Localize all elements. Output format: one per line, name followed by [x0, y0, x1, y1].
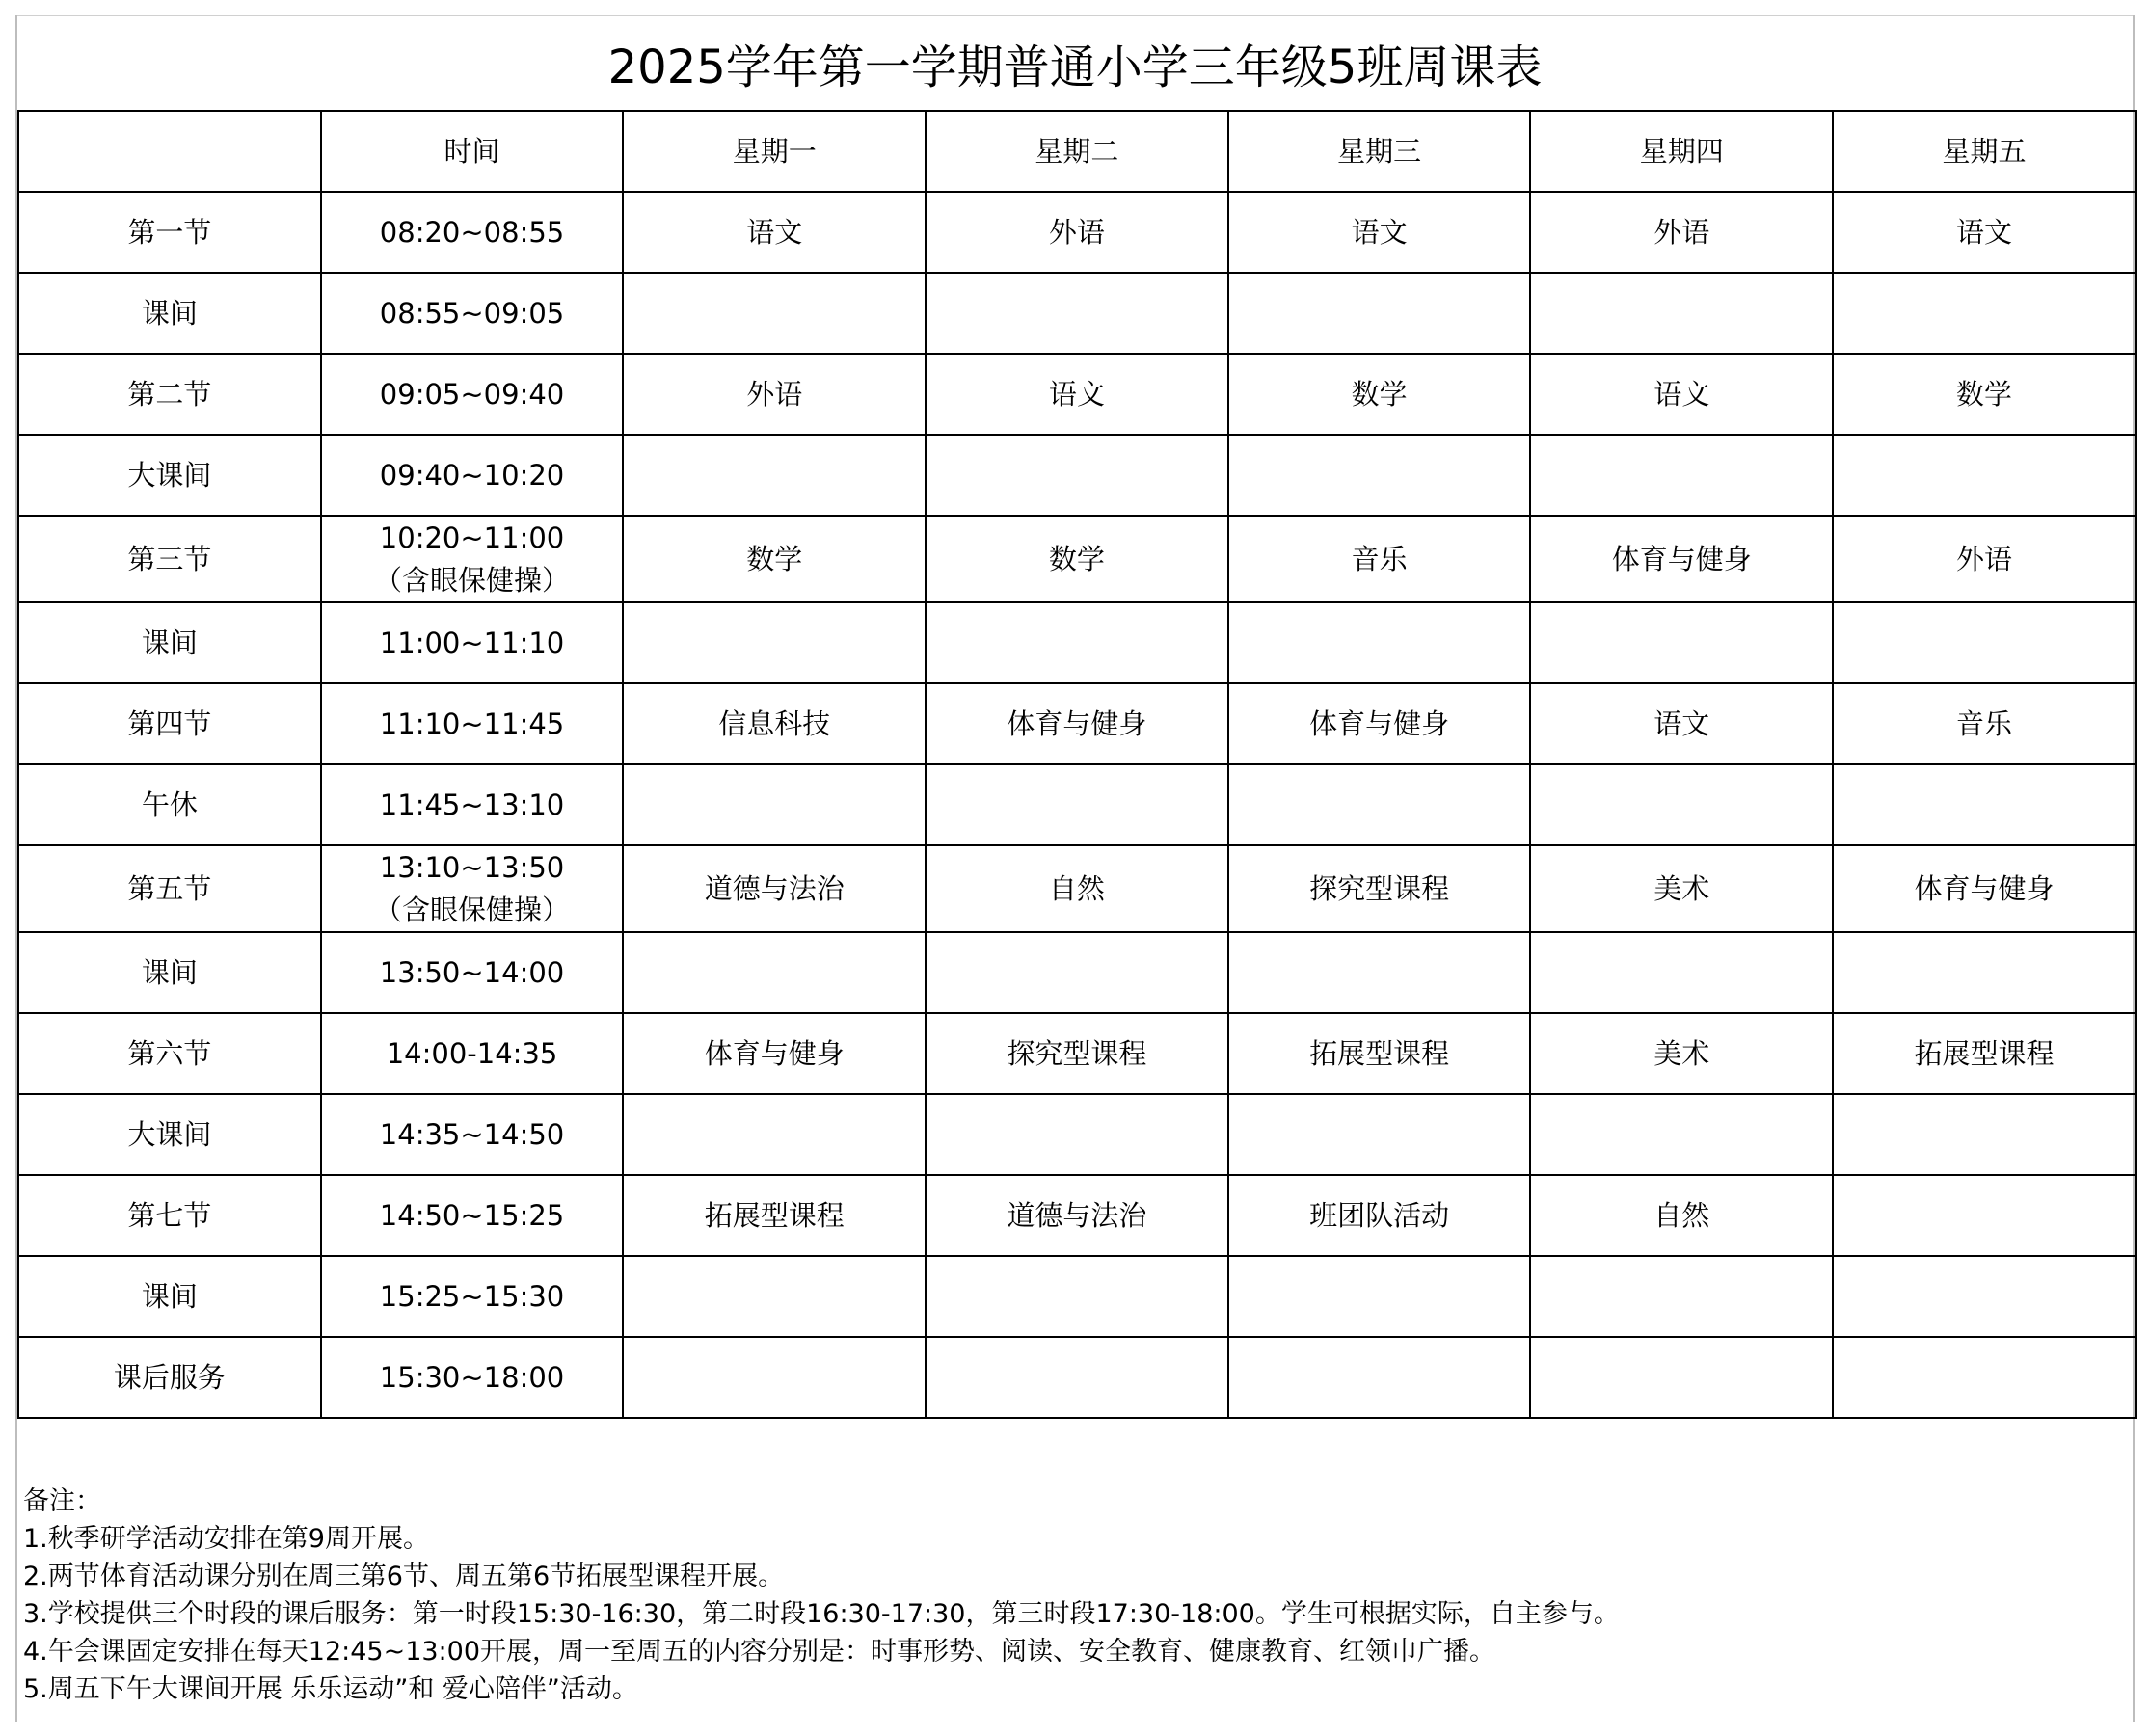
header-blank-cell: [18, 111, 321, 192]
class-cell: [1833, 932, 2136, 1013]
schedule-row: [18, 932, 2136, 1013]
time-range: 14:50~15:25: [379, 1199, 565, 1232]
time-range: 15:25~15:30: [379, 1280, 565, 1313]
time-note: （含眼保健操）: [374, 894, 571, 926]
class-cell: [623, 273, 926, 354]
class-cell: 外语: [1530, 192, 1833, 273]
period-cell: 午休: [18, 764, 321, 845]
class-cell: [1530, 1094, 1833, 1175]
timetable-sheet: [15, 15, 2135, 1722]
time-range: 14:00-14:35: [386, 1037, 558, 1070]
schedule-row: [18, 435, 2136, 516]
class-cell: 体育与健身: [1228, 683, 1531, 764]
period-cell: 课间: [18, 273, 321, 354]
class-cell: [623, 764, 926, 845]
notes-section: [23, 1482, 2125, 1708]
class-cell: [926, 602, 1228, 683]
class-cell: [1833, 273, 2136, 354]
schedule-row: [18, 1175, 2136, 1256]
time-cell: [321, 1337, 624, 1418]
class-cell: [1833, 1256, 2136, 1337]
class-cell: 道德与法治: [623, 845, 926, 932]
class-cell: 数学: [1833, 354, 2136, 435]
class-cell: 语文: [1530, 683, 1833, 764]
class-cell: [926, 273, 1228, 354]
time-cell: [321, 1256, 624, 1337]
schedule-row: [18, 764, 2136, 845]
class-cell: 语文: [1833, 192, 2136, 273]
schedule-row: [18, 354, 2136, 435]
period-cell: 大课间: [18, 1094, 321, 1175]
header-day-monday: 星期一: [623, 111, 926, 192]
class-cell: 拓展型课程: [1228, 1013, 1531, 1094]
period-cell: 课间: [18, 602, 321, 683]
class-cell: [926, 435, 1228, 516]
header-day-wednesday: 星期三: [1228, 111, 1531, 192]
class-cell: [1833, 1337, 2136, 1418]
header-day-tuesday: 星期二: [926, 111, 1228, 192]
class-cell: [926, 932, 1228, 1013]
time-cell: [321, 1094, 624, 1175]
schedule-row: [18, 273, 2136, 354]
class-cell: [1530, 602, 1833, 683]
time-range: 11:00~11:10: [379, 627, 565, 659]
class-cell: [623, 435, 926, 516]
time-cell: [321, 192, 624, 273]
class-cell: 信息科技: [623, 683, 926, 764]
class-cell: 美术: [1530, 1013, 1833, 1094]
time-range: 10:20~11:00: [379, 521, 565, 554]
class-cell: 外语: [623, 354, 926, 435]
class-cell: 语文: [1228, 192, 1531, 273]
period-cell: 第二节: [18, 354, 321, 435]
time-cell: [321, 683, 624, 764]
class-cell: [623, 932, 926, 1013]
class-cell: 语文: [926, 354, 1228, 435]
class-cell: [1833, 1175, 2136, 1256]
period-cell: 第七节: [18, 1175, 321, 1256]
note-item: 1.秋季研学活动安排在第9周开展。: [23, 1524, 429, 1554]
time-range: 11:45~13:10: [379, 788, 565, 821]
header-time-cell: 时间: [321, 111, 624, 192]
time-cell: [321, 602, 624, 683]
note-item: 5.周五下午大课间开展 乐乐运动”和 爱心陪伴”活动。: [23, 1674, 638, 1704]
time-cell: [321, 1175, 624, 1256]
time-range: 13:50~14:00: [379, 956, 565, 989]
time-range: 08:55~09:05: [379, 297, 565, 330]
class-cell: 拓展型课程: [623, 1175, 926, 1256]
class-cell: 外语: [926, 192, 1228, 273]
class-cell: 体育与健身: [623, 1013, 926, 1094]
schedule-row: [18, 192, 2136, 273]
class-cell: [1833, 435, 2136, 516]
class-cell: [623, 1337, 926, 1418]
class-cell: [623, 1094, 926, 1175]
time-range: 14:35~14:50: [379, 1118, 565, 1151]
time-cell: [321, 516, 624, 602]
note-item: 2.两节体育活动课分别在周三第6节、周五第6节拓展型课程开展。: [23, 1562, 785, 1591]
time-cell: [321, 354, 624, 435]
schedule-row: [18, 516, 2136, 602]
header-day-thursday: 星期四: [1530, 111, 1833, 192]
schedule-row: [18, 1337, 2136, 1418]
time-range: 13:10~13:50: [379, 851, 565, 884]
time-range: 11:10~11:45: [379, 708, 565, 740]
time-note: （含眼保健操）: [374, 564, 571, 597]
period-cell: 课后服务: [18, 1337, 321, 1418]
class-cell: 数学: [1228, 354, 1531, 435]
period-cell: 第四节: [18, 683, 321, 764]
class-cell: [1833, 764, 2136, 845]
class-cell: 数学: [926, 516, 1228, 602]
time-cell: [321, 845, 624, 932]
class-cell: [1530, 273, 1833, 354]
time-range: 09:05~09:40: [379, 378, 565, 411]
period-cell: 第六节: [18, 1013, 321, 1094]
class-cell: [1228, 602, 1531, 683]
class-cell: 班团队活动: [1228, 1175, 1531, 1256]
class-cell: [926, 1337, 1228, 1418]
schedule-row: [18, 602, 2136, 683]
time-range: 08:20~08:55: [379, 216, 565, 249]
time-cell: [321, 932, 624, 1013]
schedule-row: [18, 1256, 2136, 1337]
class-cell: 体育与健身: [926, 683, 1228, 764]
class-cell: 美术: [1530, 845, 1833, 932]
period-cell: 大课间: [18, 435, 321, 516]
period-cell: 第一节: [18, 192, 321, 273]
class-cell: 体育与健身: [1530, 516, 1833, 602]
class-cell: 拓展型课程: [1833, 1013, 2136, 1094]
class-cell: 自然: [926, 845, 1228, 932]
note-item: 4.午会课固定安排在每天12:45~13:00开展，周一至周五的内容分别是：时事形势、阅读、安全教育、健康教育、红领巾广播。: [23, 1637, 1496, 1667]
class-cell: [1833, 602, 2136, 683]
class-cell: 探究型课程: [1228, 845, 1531, 932]
class-cell: [1228, 764, 1531, 845]
class-cell: [1530, 764, 1833, 845]
period-cell: 第五节: [18, 845, 321, 932]
class-cell: 探究型课程: [926, 1013, 1228, 1094]
class-cell: 自然: [1530, 1175, 1833, 1256]
class-cell: 音乐: [1833, 683, 2136, 764]
class-cell: [1530, 1337, 1833, 1418]
time-range: 15:30~18:00: [379, 1361, 565, 1394]
class-cell: [1833, 1094, 2136, 1175]
class-cell: 外语: [1833, 516, 2136, 602]
notes-heading: 备注：: [23, 1486, 101, 1516]
time-cell: [321, 435, 624, 516]
class-cell: 数学: [623, 516, 926, 602]
period-cell: 第三节: [18, 516, 321, 602]
class-cell: [623, 1256, 926, 1337]
period-cell: 课间: [18, 932, 321, 1013]
class-cell: 语文: [1530, 354, 1833, 435]
class-cell: [1228, 1094, 1531, 1175]
page-title: 2025学年第一学期普通小学三年级5班周课表: [17, 15, 2133, 110]
class-cell: [926, 764, 1228, 845]
schedule-row: [18, 683, 2136, 764]
schedule-table: [17, 110, 2137, 1419]
class-cell: [1228, 932, 1531, 1013]
time-cell: [321, 1013, 624, 1094]
class-cell: [623, 602, 926, 683]
time-cell: [321, 764, 624, 845]
class-cell: [1228, 435, 1531, 516]
class-cell: [1530, 1256, 1833, 1337]
class-cell: 语文: [623, 192, 926, 273]
class-cell: [1228, 1337, 1531, 1418]
schedule-row: [18, 1013, 2136, 1094]
time-cell: [321, 273, 624, 354]
class-cell: 体育与健身: [1833, 845, 2136, 932]
note-item: 3.学校提供三个时段的课后服务：第一时段15:30-16:30，第二时段16:30-17:30，第三时段17:30-18:00。学生可根据实际，自主参与。: [23, 1599, 1620, 1629]
class-cell: [1228, 1256, 1531, 1337]
class-cell: [926, 1094, 1228, 1175]
class-cell: 音乐: [1228, 516, 1531, 602]
period-cell: 课间: [18, 1256, 321, 1337]
class-cell: [1228, 273, 1531, 354]
header-day-friday: 星期五: [1833, 111, 2136, 192]
time-range: 09:40~10:20: [379, 459, 565, 492]
header-row: [18, 111, 2136, 192]
class-cell: [1530, 932, 1833, 1013]
schedule-row: [18, 845, 2136, 932]
class-cell: 道德与法治: [926, 1175, 1228, 1256]
class-cell: [926, 1256, 1228, 1337]
schedule-row: [18, 1094, 2136, 1175]
class-cell: [1530, 435, 1833, 516]
